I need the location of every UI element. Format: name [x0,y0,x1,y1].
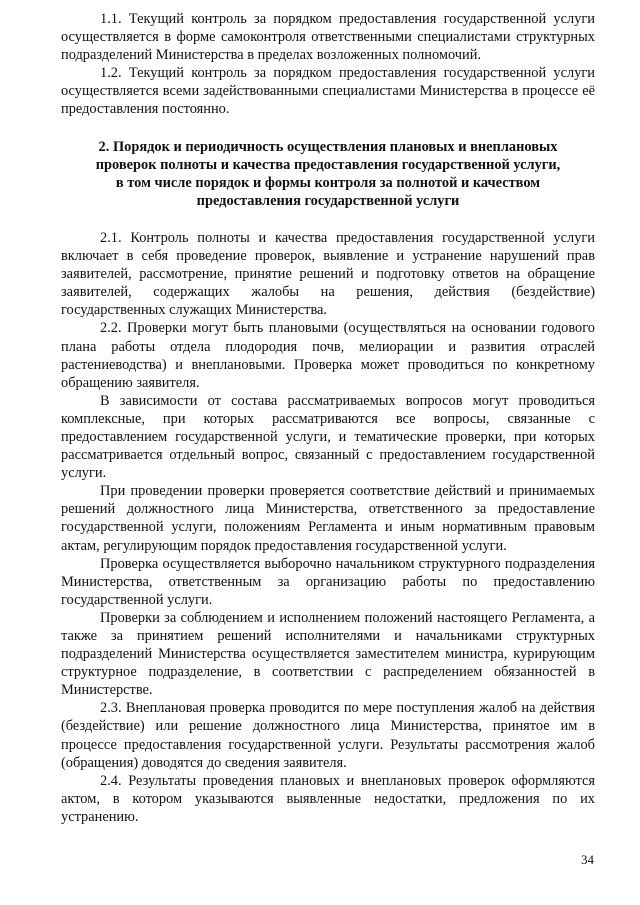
paragraph-check-deputy: Проверки за соблюдением и исполнением положений настоящего Регламента, а также за принятием решений исполнителями и начальниками структурных подразделений Министерства осуществляется заместителем министра, курирующим структурное подразделение, в соответствии с распределением обязанностей в Министерстве. [61,609,595,699]
document-page [61,10,595,826]
paragraph-2-3: 2.3. Внеплановая проверка проводится по мере поступления жалоб на действия (бездействие) или решение должностного лица Министерства, принятое им в процессе предоставления государственной услуги. Результаты рассмотрения жалоб (обращения) доводятся до сведения заявителя. [61,700,595,771]
paragraph-check-types: В зависимости от состава рассматриваемых вопросов могут проводиться комплексные, при которых рассматриваются все вопросы, связанные с предоставлением государственной услуги, и тематические проверки, при которых рассматривается отдельный вопрос, связанный с предоставлением государственной услуги. [61,392,595,482]
page-number: 34 [581,852,594,867]
section-heading-line: предоставления государственной услуги [196,192,460,209]
paragraph-2-4: 2.4. Результаты проведения плановых и внеплановых проверок оформляются актом, в котором указываются выявленные недостатки, предложения по их устранению. [61,772,595,825]
paragraph-2-2: 2.2. Проверки могут быть плановыми (осуществляться на основании годового плана работы отдела плодородия почв, мелиорации и развития отраслей растениеводства) и внеплановыми. Проверка может проводиться по конкретному обращению заявителя. [61,320,595,391]
paragraph-1-1: 1.1. Текущий контроль за порядком предоставления государственной услуги осуществляется в форме самоконтроля ответственными специалистами структурных подразделений Министерства в пределах возложенных полномочий. [61,11,595,64]
paragraph-1-2: 1.2. Текущий контроль за порядком предоставления государственной услуги осуществляется всеми задействованными специалистами Министерства в процессе её предоставления постоянно. [61,65,595,118]
section-heading-line: проверок полноты и качества предоставления государственной услуги, [95,156,561,173]
paragraph-check-scope: При проведении проверки проверяется соответствие действий и принимаемых решений должностного лица Министерства, ответственного за предоставление государственной услуги, положениям Регламента и иным нормативным правовым актам, регулирующим порядок предоставления государственной услуги. [61,483,595,554]
paragraph-check-responsible: Проверка осуществляется выборочно начальником структурного подразделения Министерства, ответственным за организацию работы по предоставлению государственной услуги. [61,555,595,608]
section-heading-line: 2. Порядок и периодичность осуществления плановых и внеплановых [98,138,558,155]
section-heading [61,138,595,210]
paragraph-2-1: 2.1. Контроль полноты и качества предоставления государственной услуги включает в себя проведение проверок, выявление и устранение нарушений прав заявителей, рассмотрение, принятие решений и подготовку ответов на обращение заявителей, содержащих жалобы на решения, действия (бездействие) государственных служащих Министерства. [61,229,595,319]
section-heading-line: в том числе порядок и формы контроля за полнотой и качеством [115,174,541,191]
